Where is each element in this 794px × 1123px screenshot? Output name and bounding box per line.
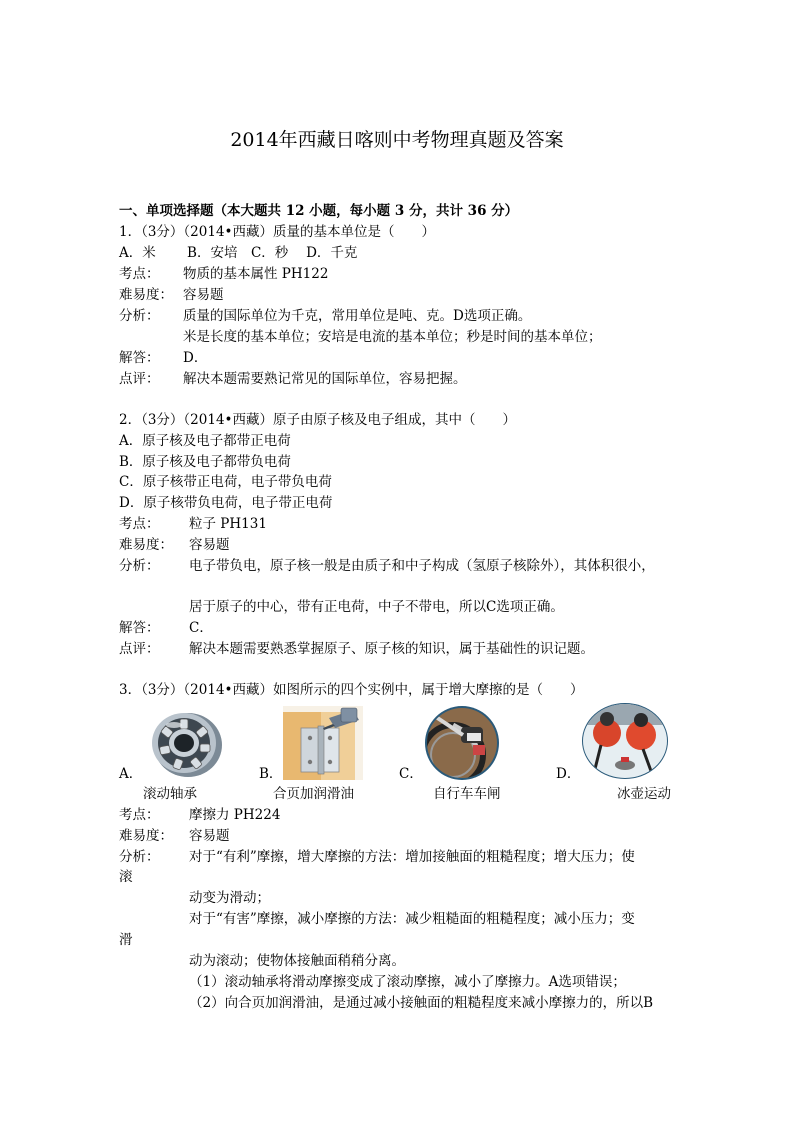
q1-kaodian-row (119, 264, 328, 284)
q1-jieda-row (119, 348, 207, 368)
q1-kaodian: 物质的基本属性 PH122 (183, 266, 329, 282)
q1-fenxi-2: 米是长度的基本单位；安培是电流的基本单位；秒是时间的基本单位； (183, 329, 602, 345)
q2-jieda: C． (189, 620, 213, 636)
label-fenxi: 分析： (119, 308, 160, 324)
q2-jieda-row (119, 618, 213, 638)
q2-fenxi-2: 居于原子的中心，带有正电荷，中子不带电，所以C选项正确。 (189, 599, 564, 615)
q3-fenxi-3b: 滑 (119, 932, 133, 948)
q3-fenxi-4: 动为滚动；使物体接触面稍稍分离。 (189, 953, 405, 969)
q2-kaodian-row (119, 514, 267, 534)
q3-nandu-row (119, 826, 230, 846)
q1-fenxi-1: 质量的国际单位为千克，常用单位是吨、克。D选项正确。 (183, 308, 532, 324)
q3-fenxi-5: （1）滚动轴承将滑动摩擦变成了滚动摩擦，减小了摩擦力。A选项错误； (189, 974, 626, 990)
label-kaodian: 考点： (119, 266, 160, 282)
q3-option-b-letter: B． (259, 766, 283, 782)
q3-fenxi-row (119, 847, 635, 867)
q2-dianping-row (119, 639, 594, 659)
label-kaodian: 考点： (119, 807, 160, 823)
q1-options: A．米 B．安培 C．秒 D．千克 (119, 245, 358, 261)
q3-kaodian: 摩擦力 PH224 (189, 807, 281, 823)
label-fenxi: 分析： (119, 849, 160, 865)
label-nandu: 难易度： (119, 828, 173, 844)
label-nandu: 难易度： (119, 287, 173, 303)
q2-fenxi-row (119, 556, 655, 576)
q2-stem: 2．（3分）（2014•西藏）原子由原子核及电子组成，其中（ ） (119, 412, 516, 428)
q2-nandu: 容易题 (189, 537, 230, 553)
q1-nandu-row (119, 285, 224, 305)
q3-fenxi-6: （2）向合页加润滑油，是通过减小接触面的粗糙程度来减小摩擦力的，所以B (189, 995, 654, 1011)
label-dianping: 点评： (119, 371, 160, 387)
q3-option-d-letter: D． (556, 766, 581, 782)
q1-fenxi-row (119, 306, 531, 326)
q1-dianping-row (119, 369, 467, 389)
section-heading: 一、单项选择题（本大题共 12 小题，每小题 3 分，共计 36 分） (119, 203, 519, 219)
label-jieda: 解答： (119, 620, 160, 636)
q3-caption-d: 冰壶运动 (617, 786, 671, 802)
label-kaodian: 考点： (119, 516, 160, 532)
q3-stem: 3．（3分）（2014•西藏）如图所示的四个实例中，属于增大摩擦的是（ ） (119, 682, 584, 698)
label-dianping: 点评： (119, 641, 160, 657)
q1-dianping: 解决本题需要熟记常见的国际单位，容易把握。 (183, 371, 467, 387)
q3-fenxi-2: 动变为滑动； (189, 890, 270, 906)
curling-image (581, 703, 669, 779)
q2-option-b: B．原子核及电子都带负电荷 (119, 454, 291, 470)
q2-option-d: D．原子核带负电荷，电子带正电荷 (119, 495, 333, 511)
q3-fenxi-1b: 滚 (119, 869, 133, 885)
q2-option-c: C．原子核带正电荷，电子带负电荷 (119, 474, 332, 490)
q3-caption-c: 自行车车闸 (433, 786, 501, 802)
label-fenxi: 分析： (119, 558, 160, 574)
q2-nandu-row (119, 535, 230, 555)
bicycle-brake-image (423, 705, 501, 781)
q1-stem: 1．（3分）（2014•西藏）质量的基本单位是（ ） (119, 224, 435, 240)
q2-dianping: 解决本题需要熟悉掌握原子、原子核的知识，属于基础性的识记题。 (189, 641, 594, 657)
label-jieda: 解答： (119, 350, 160, 366)
q3-option-c-letter: C． (399, 766, 423, 782)
page-title: 2014年西藏日喀则中考物理真题及答案 (230, 129, 564, 151)
q3-option-a-letter: A． (119, 766, 143, 782)
hinge-oil-image (283, 706, 363, 780)
q3-kaodian-row (119, 805, 280, 825)
q3-nandu: 容易题 (189, 828, 230, 844)
bearing-image (144, 705, 224, 779)
q2-fenxi-1: 电子带负电，原子核一般是由质子和中子构成（氢原子核除外），其体积很小， (189, 558, 655, 574)
q3-caption-b: 合页加润滑油 (273, 786, 354, 802)
q1-nandu: 容易题 (183, 287, 224, 303)
q1-jieda: D． (183, 350, 208, 366)
q3-fenxi-1: 对于“有利”摩擦，增大摩擦的方法：增加接触面的粗糙程度；增大压力；使 (189, 849, 635, 865)
q2-kaodian: 粒子 PH131 (189, 516, 267, 532)
label-nandu: 难易度： (119, 537, 173, 553)
q3-caption-a: 滚动轴承 (143, 786, 197, 802)
q3-fenxi-3: 对于“有害”摩擦，减小摩擦的方法：减少粗糙面的粗糙程度；减小压力；变 (189, 911, 635, 927)
q2-option-a: A．原子核及电子都带正电荷 (119, 433, 291, 449)
